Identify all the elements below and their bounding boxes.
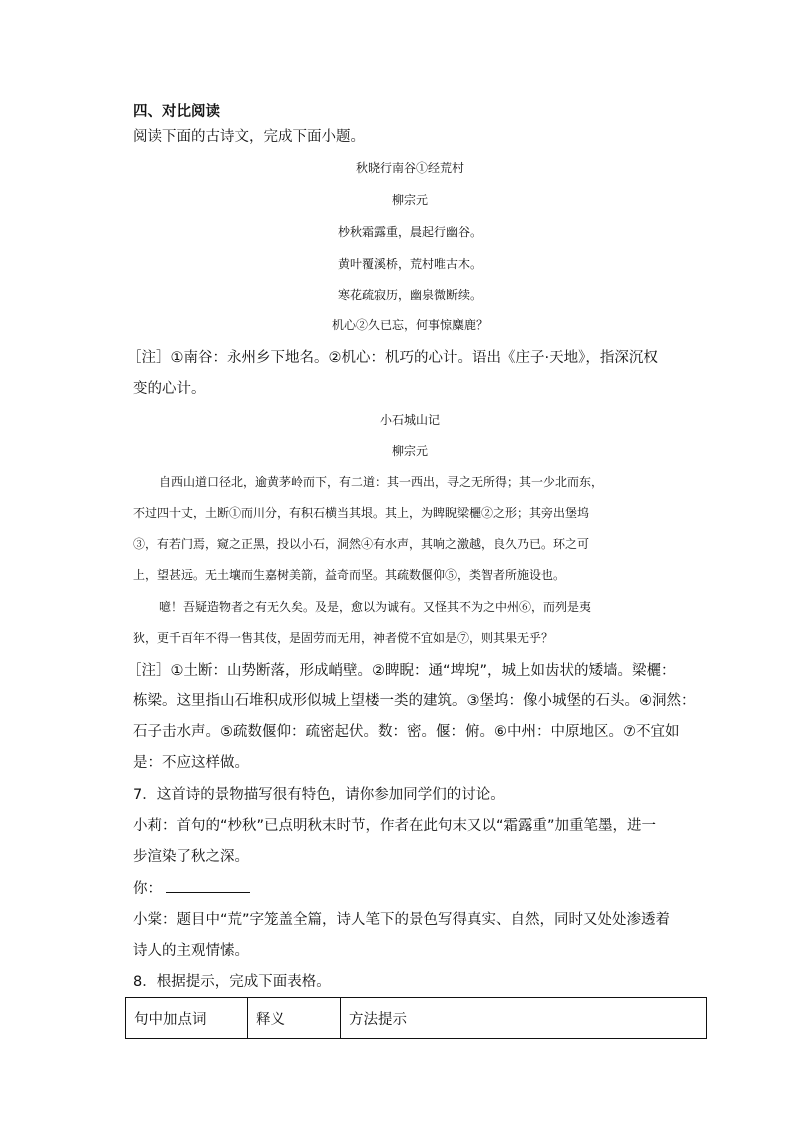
essay-note: 是：不应这样做。 <box>133 755 249 771</box>
table-header-cell: 释义 <box>248 998 341 1039</box>
essay-title: 小石城山记 <box>379 413 440 427</box>
poem-line: 寒花疏寂历，幽泉微断续。 <box>337 288 482 302</box>
essay-note: 石子击水声。⑤疏数偃仰：疏密起伏。数：密。偃：俯。⑥中州：中原地区。⑦不宜如 <box>133 724 680 740</box>
essay-note: ［注］①土断：山势断落，形成峭壁。②睥睨：通“埤堄”，城上如齿状的矮墙。梁欐： <box>127 663 676 679</box>
essay-line: ③，有若门焉，窥之正黑，投以小石，洞然④有水声，其响之激越，良久乃已。环之可 <box>133 537 590 551</box>
essay-line: 狄，更千百年不得一售其伎，是固劳而无用，神者傥不宜如是⑦，则其果无乎？ <box>133 631 554 645</box>
poem-line: 杪秋霜露重，晨起行幽谷。 <box>337 225 482 239</box>
essay-line: 噫！吾疑造物者之有无久矣。及是，愈以为诚有。又怪其不为之中州⑥，而列是夷 <box>159 600 592 614</box>
xiaotang-comment: 小棠：题目中“荒”字笼盖全篇，诗人笔下的景色写得真实、自然，同时又处处渗透着 <box>133 912 671 928</box>
essay-line: 自西山道口径北，逾黄茅岭而下，有二道：其一西出，寻之无所得；其一少北而东， <box>159 475 604 489</box>
essay-author: 柳宗元 <box>391 444 428 458</box>
your-answer-row <box>133 878 250 899</box>
poem-note: 变的心计。 <box>133 381 206 397</box>
xiaotang-comment: 诗人的主观情愫。 <box>133 943 249 959</box>
essay-line: 不过四十丈，土断①而川分，有积石横当其垠。其上，为睥睨梁欐②之形；其旁出堡坞 <box>133 506 590 520</box>
essay-line: 上，望甚远。无土壤而生嘉树美箭，益奇而坚。其疏数偃仰⑤，类智者所施设也。 <box>133 568 566 582</box>
table-header-cell: 句中加点词 <box>126 998 248 1039</box>
table-header-row <box>126 998 707 1039</box>
xiaoli-comment: 小莉：首句的“杪秋”已点明秋末时节，作者在此句末又以“霜露重”加重笔墨，进一 <box>133 818 657 834</box>
poem-title: 秋晓行南谷①经荒村 <box>355 161 464 175</box>
essay-note: 栋梁。这里指山石堆积成形似城上望楼一类的建筑。③堡坞：像小城堡的石头。④洞然： <box>133 693 696 709</box>
poem-note: ［注］①南谷：永州乡下地名。②机心：机巧的心计。语出《庄子·天地》，指深沉权 <box>127 350 658 366</box>
poem-line: 黄叶覆溪桥，荒村唯古木。 <box>337 257 482 271</box>
answer-table <box>125 997 707 1039</box>
section-instruction: 阅读下面的古诗文，完成下面小题。 <box>133 129 365 145</box>
your-answer-label: 你： <box>133 881 162 897</box>
poem-author: 柳宗元 <box>391 193 428 207</box>
section-title: 四、对比阅读 <box>133 103 220 120</box>
answer-blank[interactable] <box>166 878 250 893</box>
xiaoli-comment: 步渲染了秋之深。 <box>133 849 249 865</box>
table-header-cell: 方法提示 <box>341 998 707 1039</box>
question-7-prompt: 7．这首诗的景物描写很有特色，请你参加同学们的讨论。 <box>133 787 505 803</box>
poem-line: 机心②久已忘，何事惊麋鹿？ <box>331 318 488 332</box>
question-8-prompt: 8．根据提示，完成下面表格。 <box>133 974 331 990</box>
